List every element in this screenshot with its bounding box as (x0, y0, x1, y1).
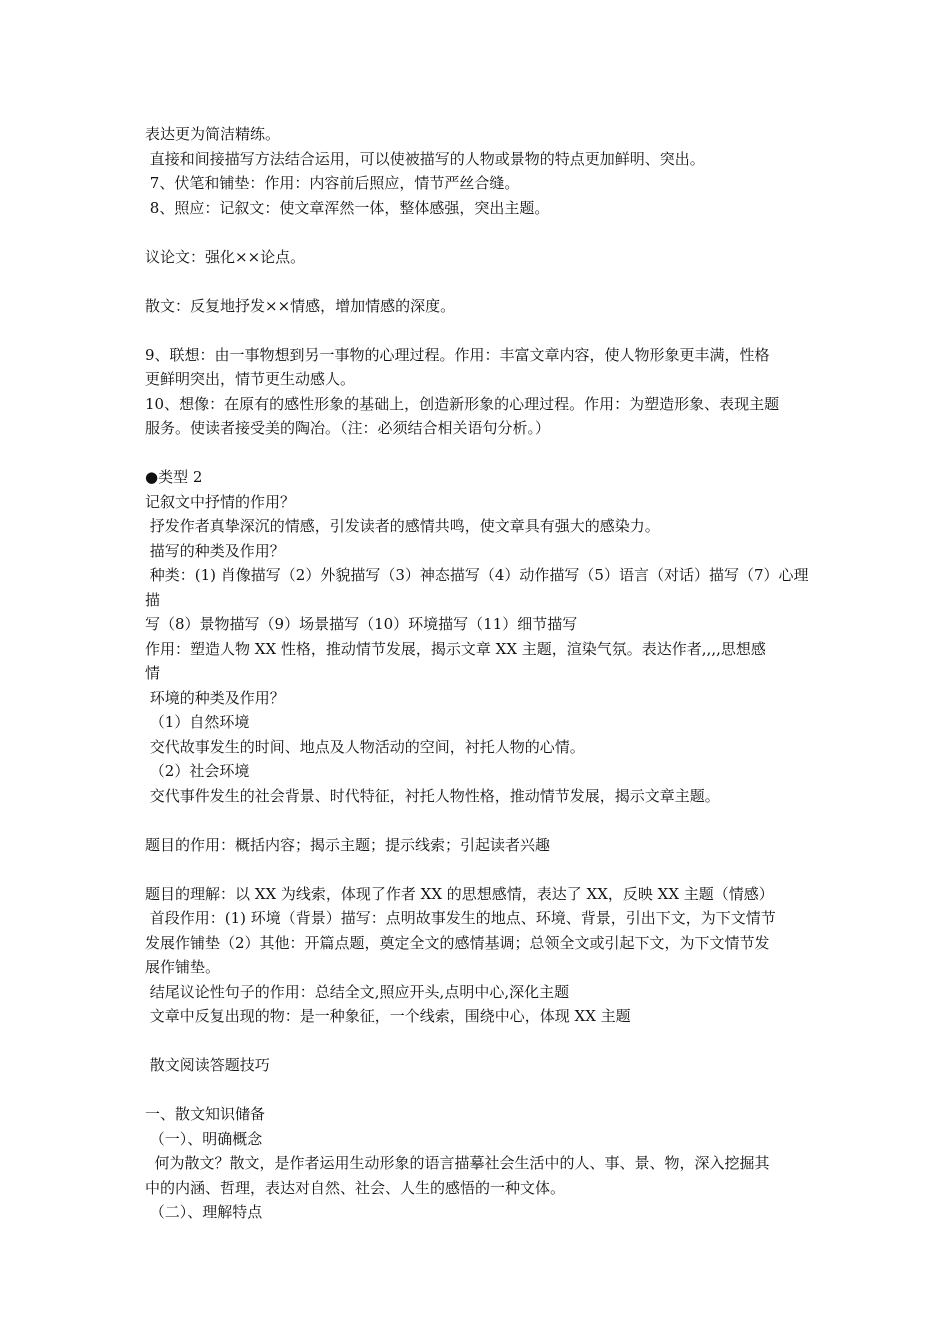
section-heading: ●类型 2 (145, 468, 203, 486)
text-line: 9、联想：由一事物想到另一事物的心理过程。作用：丰富文章内容，使人物形象更丰满，性格 (145, 345, 770, 364)
text-line: 直接和间接描写方法结合运用，可以使被描写的人物或景物的特点更加鲜明、突出。 (145, 149, 705, 168)
blank-line (145, 1078, 815, 1103)
blank-line (145, 220, 815, 245)
text-line: 文章中反复出现的物：是一种象征，一个线索，围绕中心，体现 XX 主题 (145, 1007, 631, 1025)
section-heading: 散文阅读答题技巧 (145, 1056, 270, 1074)
text-line: 环境的种类及作用？ (145, 688, 285, 707)
text-line: 题目的理解：以 XX 为线索，体现了作者 XX 的思想感情，表达了 XX，反映 XX 主题（情感） (145, 884, 774, 903)
blank-line (145, 318, 815, 343)
text-line: 情 (145, 664, 161, 682)
text-line: 更鲜明突出，情节更生动感人。 (145, 370, 356, 388)
blank-line (145, 1029, 815, 1054)
blank-line (145, 269, 815, 294)
text-line: 散文：反复地抒发××情感，增加情感的深度。 (145, 296, 456, 315)
text-line: 交代故事发生的时间、地点及人物活动的空间，衬托人物的心情。 (145, 737, 585, 756)
document-body (145, 122, 815, 1225)
text-line: （一）、明确概念 (145, 1129, 263, 1148)
text-line: 7、伏笔和铺垫：作用：内容前后照应，情节严丝合缝。 (145, 174, 520, 192)
text-line: 写（8）景物描写（9）场景描写（10）环境描写（11）细节描写 (145, 615, 578, 633)
text-line: 何为散文？散文，是作者运用生动形象的语言描摹社会生活中的人、事、景、物，深入挖掘其 (145, 1154, 770, 1172)
text-line: 抒发作者真挚深沉的情感，引发读者的感情共鸣，使文章具有强大的感染力。 (145, 517, 660, 535)
blank-line (145, 857, 815, 882)
text-line: 展作铺垫。 (145, 958, 221, 976)
text-line: 中的内涵、哲理，表达对自然、社会、人生的感悟的一种文体。 (145, 1178, 566, 1197)
blank-line (145, 441, 815, 466)
text-line: 10、想像：在原有的感性形象的基础上，创造新形象的心理过程。作用：为塑造形象、表现主题 (145, 394, 780, 413)
text-line: 服务。使读者接受美的陶冶。（注：必须结合相关语句分析。） (145, 419, 551, 437)
text-line: 结尾议论性句子的作用：总结全文,照应开头,点明中心,深化主题 (145, 982, 570, 1001)
text-line: （1）自然环境 (145, 713, 250, 731)
text-line: 8、照应：记叙文：使文章浑然一体，整体感强，突出主题。 (145, 198, 550, 217)
text-line: 表达更为简洁精练。 (145, 125, 281, 143)
text-line: 记叙文中抒情的作用？ (145, 492, 296, 511)
text-line: 描写的种类及作用？ (145, 541, 285, 560)
text-line: 种类：(1) 肖像描写（2）外貌描写（3）神态描写（4）动作描写（5）语言（对话）描写（7）心理描 (145, 566, 809, 609)
text-line: （二）、理解特点 (145, 1203, 263, 1221)
text-line: 作用：塑造人物 XX 性格，推动情节发展，揭示文章 XX 主题，渲染气氛。表达作者,,,,思想感 (145, 639, 766, 658)
text-line: 首段作用：(1) 环境（背景）描写：点明故事发生的地点、环境、背景，引出下文，为下文情节 (145, 909, 776, 927)
text-line: 交代事件发生的社会背景、时代特征，衬托人物性格，推动情节发展，揭示文章主题。 (145, 786, 720, 805)
text-line: （2）社会环境 (145, 762, 250, 780)
blank-line (145, 808, 815, 833)
text-line: 发展作铺垫（2）其他：开篇点题，奠定全文的感情基调；总领全文或引起下文，为下文情节发 (145, 933, 770, 952)
section-heading: 一、散文知识储备 (145, 1105, 266, 1123)
text-line: 议论文：强化××论点。 (145, 247, 306, 266)
text-line: 题目的作用：概括内容；揭示主题；提示线索；引起读者兴趣 (145, 835, 551, 854)
